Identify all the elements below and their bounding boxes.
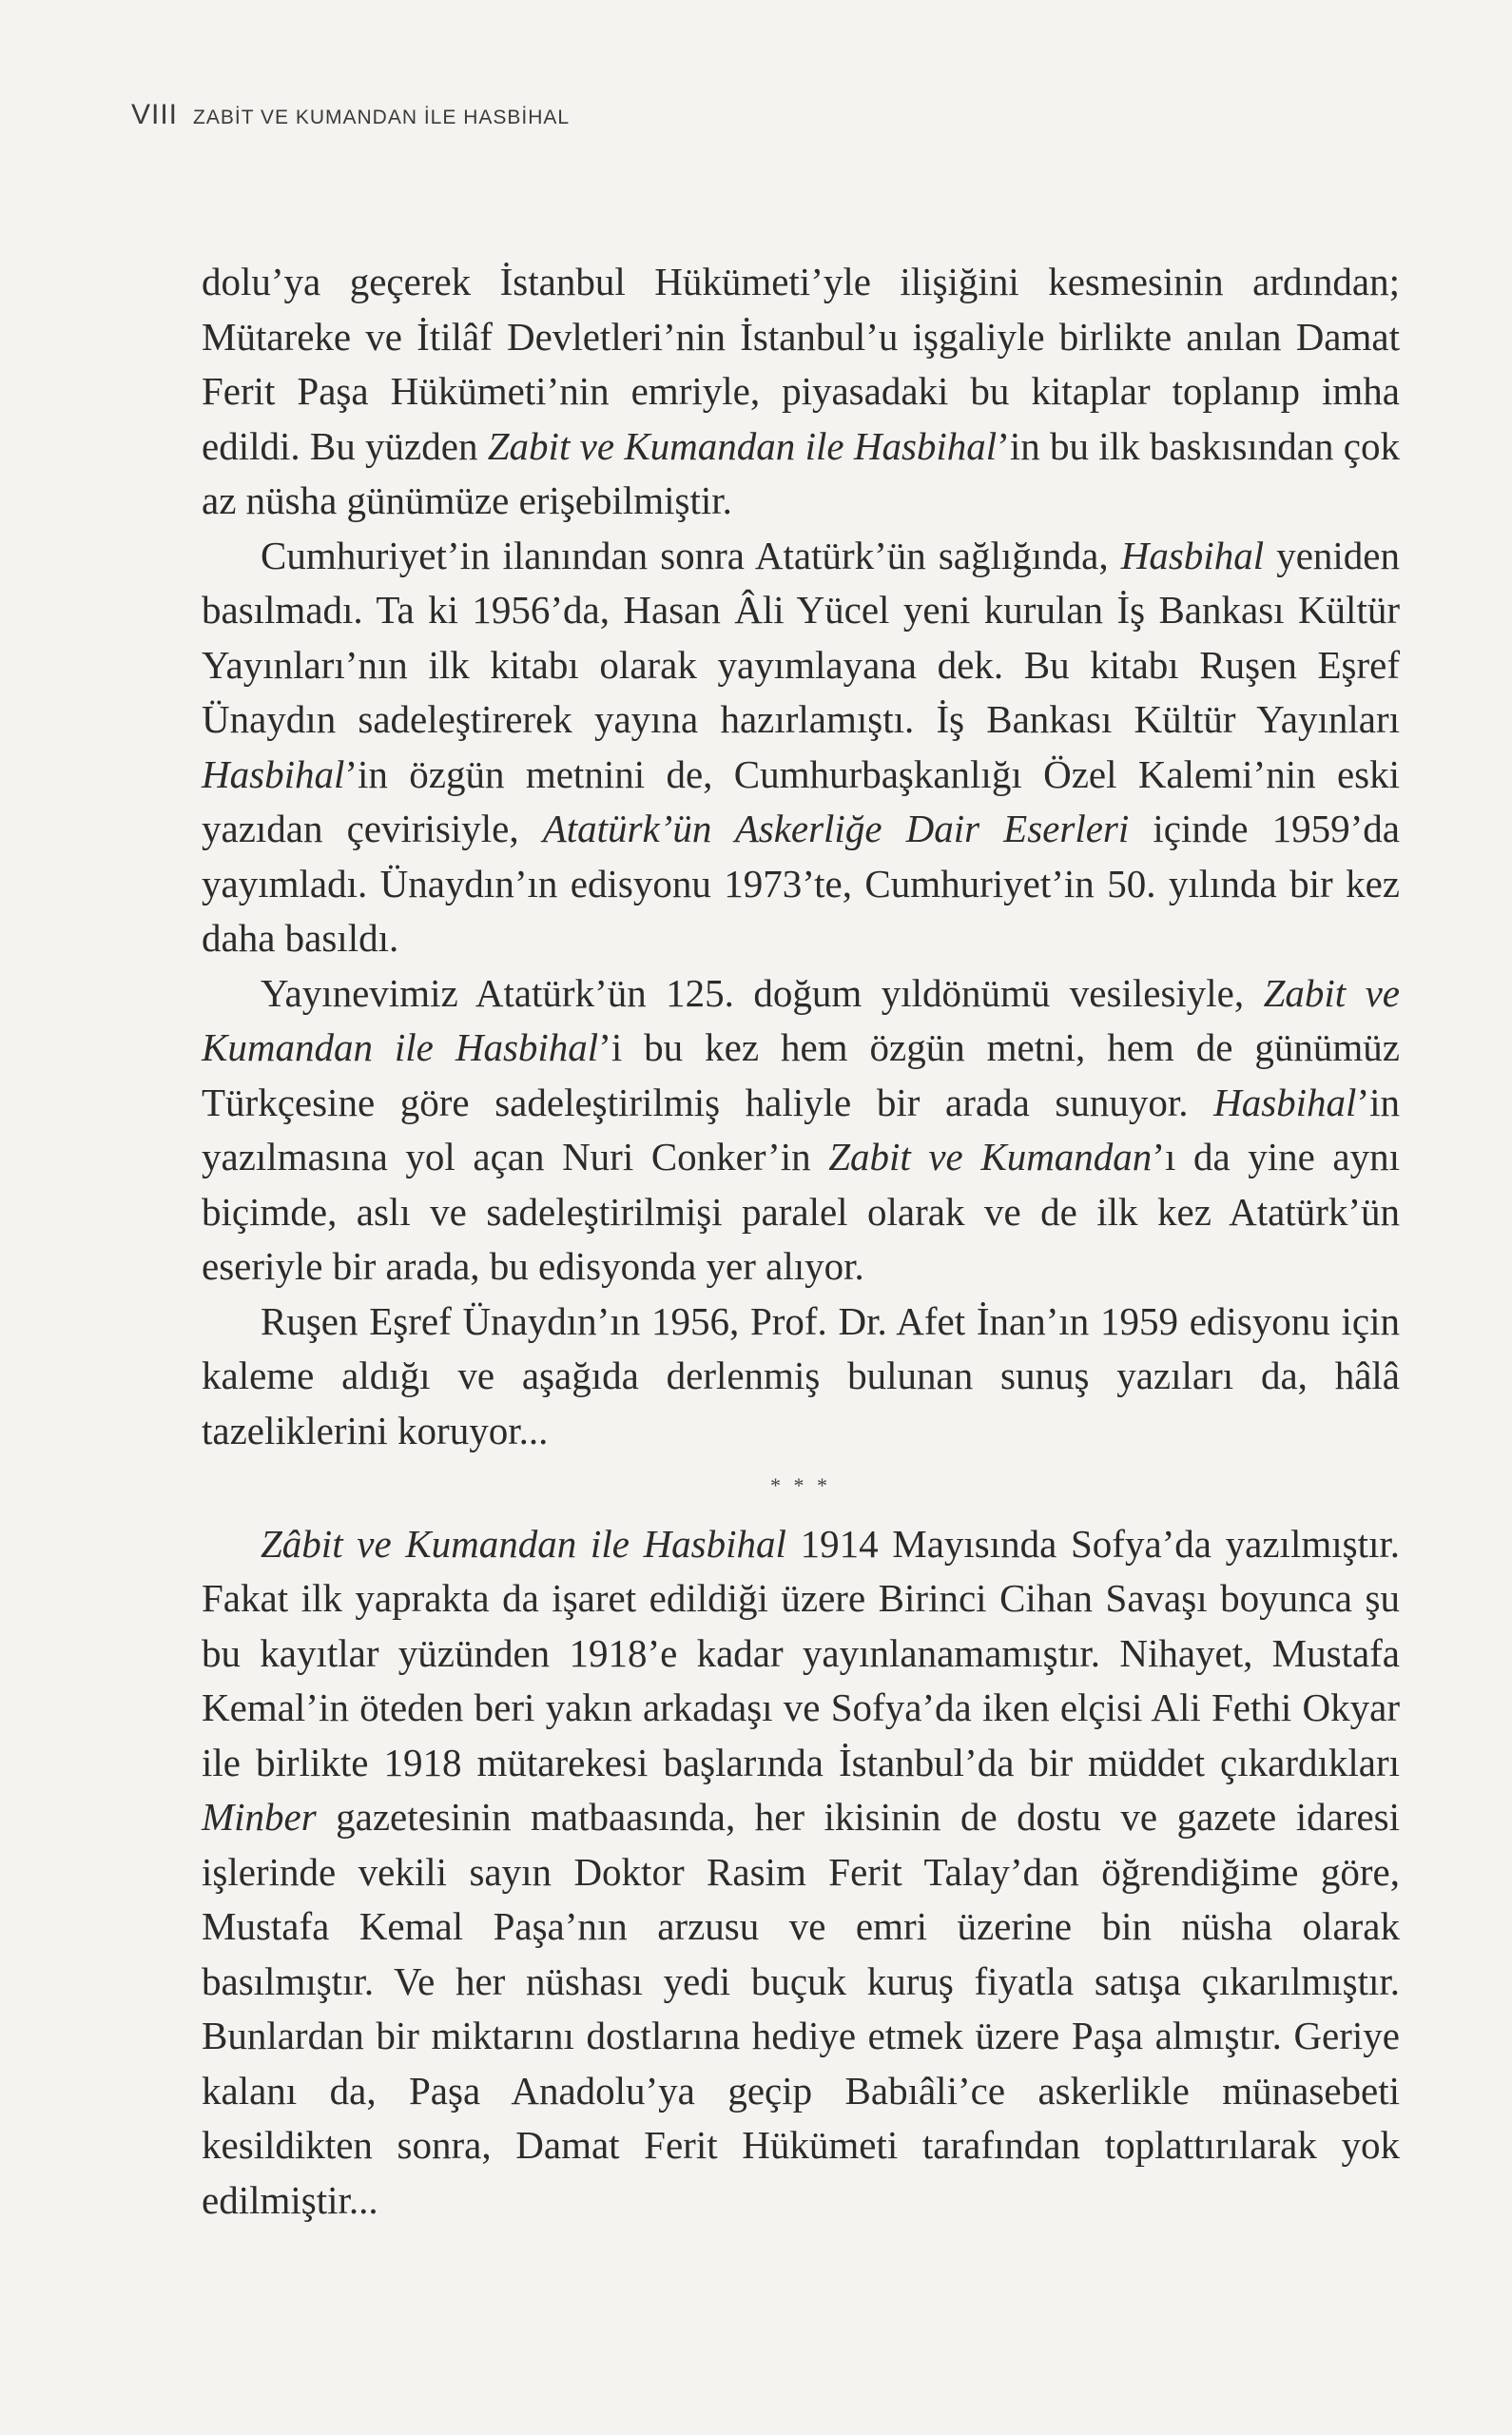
text-run: Cumhuriyet’in ilanından sonra Atatürk’ün sağlığında, bbox=[261, 533, 1121, 577]
paragraph bbox=[202, 1517, 1400, 2229]
running-head bbox=[131, 99, 570, 131]
italic-title: Hasbihal bbox=[1213, 1080, 1357, 1124]
text-run: yeniden basılmadı. Ta ki 1956’da, Hasan Âli Yücel yeni kurulan İş Bankası Kültür Yayınları’nın ilk kitabı olarak yayımlayana dek. Bu kitabı Ruşen Eşref Ünaydın sadeleştirerek yayına hazırlamıştı. İş Bankası Kültür Yayınları bbox=[202, 533, 1400, 741]
text-run: içinde 1959’da yayımladı. Ünaydın’ın edisyonu 1973’te, Cumhuriyet’in 50. yılında bir kez daha basıldı. bbox=[202, 807, 1400, 960]
text-run: 1914 Mayısında Sofya’da yazılmıştır. Fakat ilk yaprakta da işaret edildiği üzere Birinci Cihan Savaşı boyunca şu bu kayıtlar yüzünden 1918’e kadar yayınlanamamıştır. Nihayet, Mustafa Kemal’in öteden beri yakın arkadaşı ve Sofya’da iken elçisi Ali Fethi Okyar ile birlikte 1918 mütarekesi başlarında İstanbul’da bir müddet çıkardıkları bbox=[202, 1521, 1401, 1784]
paragraph bbox=[202, 529, 1400, 966]
text-run: gazetesinin matbaasında, her ikisinin de dostu ve gazete idaresi işlerinde vekili sayın Doktor Rasim Ferit Talay’dan öğrendiğime göre, Mustafa Kemal Paşa’nın arzusu ve emri üzerine bin nüsha olarak basılmıştır. Ve her nüshası yedi buçuk kuruş fiyatla satışa çıkarılmıştır. Bunlardan bir miktarını dostlarına hediye etmek üzere Paşa almıştır. Geriye kalanı da, Paşa Anadolu’ya geçip Babıâli’ce askerlikle münasebeti kesildikten sonra, Damat Ferit Hükümeti tarafından toplattırılarak yok edilmiştir... bbox=[202, 1795, 1400, 2222]
text-run: Ruşen Eşref Ünaydın’ın 1956, Prof. Dr. Afet İnan’ın 1959 edisyonu için kaleme aldığı ve aşağıda derlenmiş bulunan sunuş yazıları da, hâlâ tazeliklerini koruyor... bbox=[202, 1298, 1400, 1452]
paragraph bbox=[202, 966, 1400, 1295]
text-run: ’in bu ilk baskısından çok az nüsha günümüze erişebilmiştir. bbox=[202, 423, 1400, 522]
text-run: ’in yazılmasına yol açan Nuri Conker’in bbox=[202, 1080, 1400, 1179]
italic-title: Atatürk’ün Askerliğe Dair Eserleri bbox=[542, 807, 1130, 850]
italic-title: Zabit ve Kumandan ile Hasbihal bbox=[487, 423, 998, 468]
section-separator: * * * bbox=[770, 1473, 831, 1497]
italic-title: Hasbihal bbox=[202, 751, 345, 796]
text-run: dolu’ya geçerek İstanbul Hükümeti’yle ilişiğini kesmesinin ardından; Mütareke ve İtilâf Devletleri’nin İstanbul’u işgaliyle birlikte anılan Damat Ferit Paşa Hükümeti’nin emriyle, piyasadaki bu kitaplar toplanıp imha edildi. Bu yüzden bbox=[202, 260, 1400, 468]
paragraph bbox=[202, 255, 1400, 529]
italic-title: Zabit ve Kumandan bbox=[828, 1135, 1153, 1179]
body-text bbox=[202, 255, 1400, 2228]
italic-title: Zabit ve Kumandan ile Hasbihal bbox=[202, 970, 1400, 1069]
text-run: ’in özgün metnini de, Cumhurbaşkanlığı Özel Kalemi’nin eski yazıdan çevirisiyle, bbox=[202, 751, 1400, 850]
italic-title: Minber bbox=[202, 1795, 317, 1839]
paragraph bbox=[202, 1295, 1400, 1459]
italic-title: Hasbihal bbox=[1120, 533, 1265, 577]
text-run: ’ı da yine aynı biçimde, aslı ve sadeleştirilmişi paralel olarak ve de ilk kez Atatürk’ün eseriyle bir arada, bu edisyonda yer alıyor. bbox=[202, 1135, 1401, 1288]
text-run: ’i bu kez hem özgün metni, hem de günümüz Türkçesine göre sadeleştirilmiş haliyle bir arada sunuyor. bbox=[202, 1025, 1400, 1124]
italic-title: Zâbit ve Kumandan ile Hasbihal bbox=[261, 1521, 786, 1566]
text-run: Yayınevimiz Atatürk’ün 125. doğum yıldönümü vesilesiyle, bbox=[261, 970, 1264, 1015]
page-number: VIII bbox=[131, 99, 179, 130]
running-title: ZABİT VE KUMANDAN İLE HASBİHAL bbox=[193, 107, 571, 128]
